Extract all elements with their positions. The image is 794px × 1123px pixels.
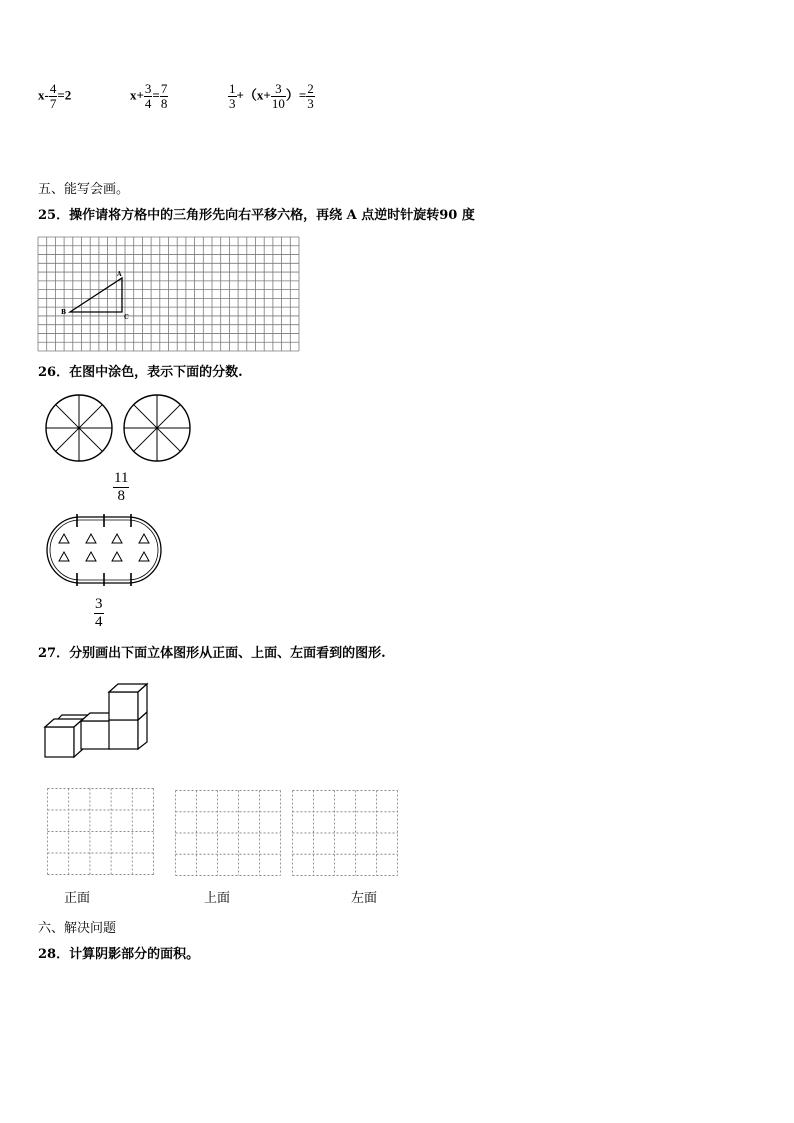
fraction: $\frac{7}{8}$ xyxy=(160,81,168,111)
equation-1: x- $\frac{4}{7}$ =2 xyxy=(38,81,72,111)
point-c-label: C xyxy=(124,314,129,321)
grid-figure xyxy=(38,237,300,352)
section-title: 五、能写会画。 xyxy=(38,182,130,197)
oval-figure[interactable] xyxy=(46,514,162,586)
fraction: $\frac{1}{3}$ xyxy=(229,81,236,111)
cube-stack-figure xyxy=(44,683,150,759)
question-25: 25．操作请将方格中的三角形先向右平移六格，再绕 A 点逆时针旋转90 度 xyxy=(38,208,475,223)
circle-2[interactable] xyxy=(122,393,192,463)
question-26: 26．在图中涂色，表示下面的分数. xyxy=(38,365,243,380)
top-view-grid[interactable] xyxy=(175,790,281,876)
equation-3: $\frac{1}{3}$ +（x+ $\frac{3}{10}$ ）= $\frac{2}{3}$ xyxy=(229,81,314,111)
question-28: 28．计算阴影部分的面积。 xyxy=(38,947,200,962)
circle-1[interactable] xyxy=(44,393,114,463)
fraction: $\frac{2}{3}$ xyxy=(307,81,314,111)
point-b-label: B xyxy=(61,309,67,316)
oval-fraction: $\frac{3}{4}$ xyxy=(95,596,103,630)
left-view-grid[interactable] xyxy=(292,790,398,876)
section-title: 六、解决问题 xyxy=(38,921,117,936)
top-view-label: 上面 xyxy=(204,891,231,906)
equation-2: x+ $\frac{3}{4}$ = $\frac{7}{8}$ xyxy=(130,81,168,111)
question-27: 27．分别画出下面立体图形从正面、上面、左面看到的图形. xyxy=(38,646,386,661)
fraction: $\frac{3}{10}$ xyxy=(271,81,285,111)
circle-fraction: $\frac{11}{8}$ xyxy=(114,470,129,504)
front-view-grid[interactable] xyxy=(47,788,154,875)
point-a-label: A xyxy=(117,271,122,278)
left-view-label: 左面 xyxy=(351,891,378,906)
fraction: $\frac{3}{4}$ xyxy=(144,81,152,111)
fraction: $\frac{4}{7}$ xyxy=(49,81,57,111)
front-view-label: 正面 xyxy=(64,891,91,906)
